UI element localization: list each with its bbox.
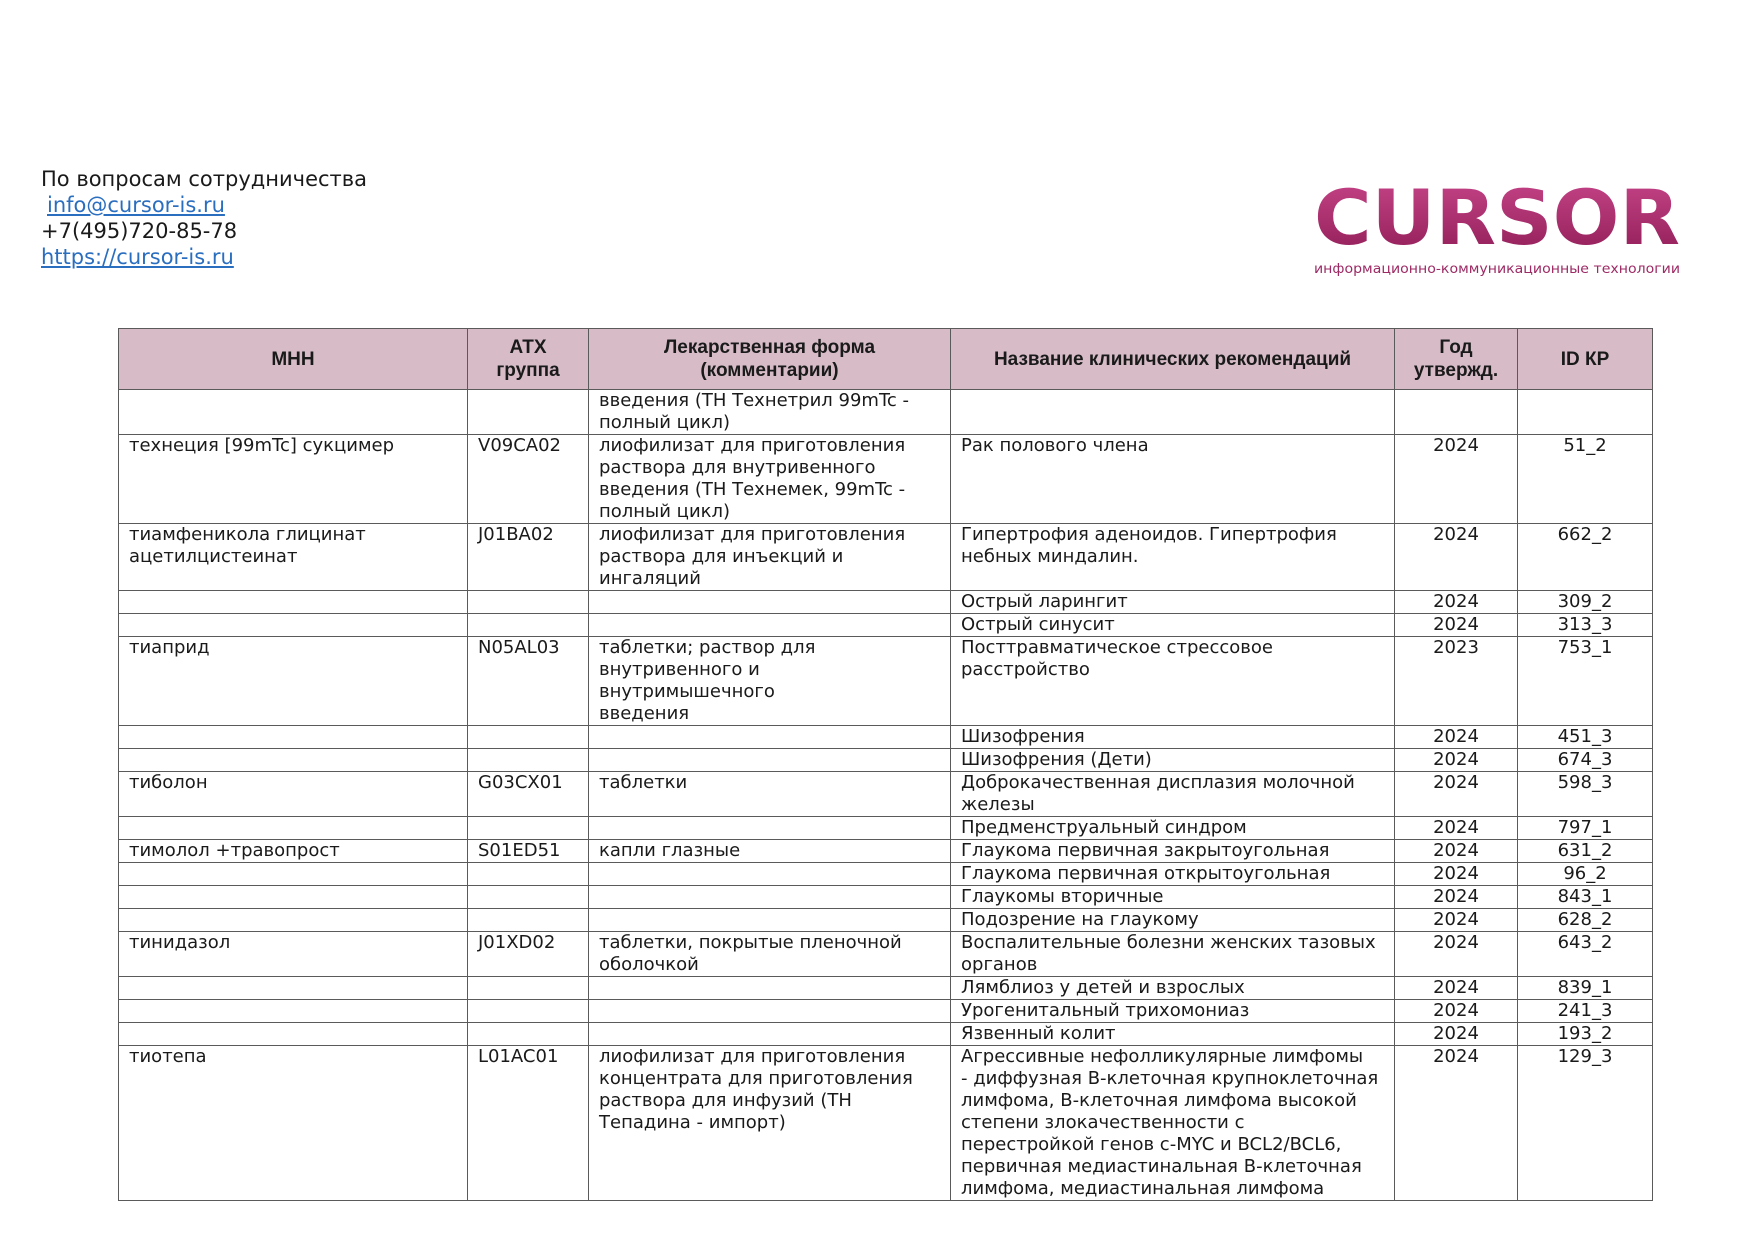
cell-recommendation-name: Глаукома первичная закрытоугольная — [951, 840, 1395, 863]
cell-id — [1518, 390, 1653, 435]
cell-dosage-form: таблетки; раствор для внутривенного и внутримышечного введения — [589, 637, 951, 726]
cell-dosage-form: капли глазные — [589, 840, 951, 863]
cell-id: 797_1 — [1518, 817, 1653, 840]
cell-id: 839_1 — [1518, 977, 1653, 1000]
cell-year: 2024 — [1395, 524, 1518, 591]
cell-id: 313_3 — [1518, 614, 1653, 637]
cell-year: 2024 — [1395, 886, 1518, 909]
cell-dosage-form — [589, 886, 951, 909]
cell-mnn: тимолол +травопрост — [119, 840, 468, 863]
cell-atx: S01ED51 — [468, 840, 589, 863]
cell-mnn: тинидазол — [119, 932, 468, 977]
cell-mnn — [119, 749, 468, 772]
header-id: ID КР — [1518, 329, 1653, 390]
table-row — [119, 863, 1653, 886]
cell-atx — [468, 909, 589, 932]
table-row — [119, 435, 1653, 524]
cell-dosage-form — [589, 1000, 951, 1023]
contact-block — [41, 166, 367, 270]
cell-mnn — [119, 591, 468, 614]
table-row — [119, 1023, 1653, 1046]
cell-atx — [468, 886, 589, 909]
cell-year: 2024 — [1395, 1023, 1518, 1046]
cell-atx: L01AC01 — [468, 1046, 589, 1201]
cell-mnn: тиамфеникола глицинат ацетилцистеинат — [119, 524, 468, 591]
cell-recommendation-name: Острый синусит — [951, 614, 1395, 637]
cell-dosage-form: введения (ТН Технетрил 99mTc - полный цикл) — [589, 390, 951, 435]
table-row — [119, 726, 1653, 749]
cell-mnn: тиаприд — [119, 637, 468, 726]
table-row — [119, 909, 1653, 932]
cell-atx — [468, 1000, 589, 1023]
cell-mnn — [119, 390, 468, 435]
cell-mnn — [119, 886, 468, 909]
cell-atx — [468, 749, 589, 772]
cell-atx — [468, 726, 589, 749]
cell-year: 2024 — [1395, 749, 1518, 772]
cell-mnn: технеция [99mTc] сукцимер — [119, 435, 468, 524]
cell-recommendation-name: Острый ларингит — [951, 591, 1395, 614]
cell-dosage-form — [589, 614, 951, 637]
cell-year — [1395, 390, 1518, 435]
cell-recommendation-name: Шизофрения (Дети) — [951, 749, 1395, 772]
cell-id: 643_2 — [1518, 932, 1653, 977]
table-row — [119, 390, 1653, 435]
cell-recommendation-name: Рак полового члена — [951, 435, 1395, 524]
cell-mnn: тиболон — [119, 772, 468, 817]
cell-mnn — [119, 863, 468, 886]
header-recommendation-name: Название клинических рекомендаций — [951, 329, 1395, 390]
cell-mnn — [119, 977, 468, 1000]
cell-recommendation-name: Гипертрофия аденоидов. Гипертрофия небных миндалин. — [951, 524, 1395, 591]
cell-atx: J01XD02 — [468, 932, 589, 977]
cell-atx — [468, 863, 589, 886]
cell-atx: G03CX01 — [468, 772, 589, 817]
cell-mnn — [119, 909, 468, 932]
table-row — [119, 1000, 1653, 1023]
table-row — [119, 840, 1653, 863]
cell-mnn: тиотепа — [119, 1046, 468, 1201]
header-mnn: МНН — [119, 329, 468, 390]
cell-id: 662_2 — [1518, 524, 1653, 591]
table-row — [119, 591, 1653, 614]
cell-year: 2024 — [1395, 977, 1518, 1000]
cell-id: 51_2 — [1518, 435, 1653, 524]
table-header-row — [119, 329, 1653, 390]
cell-recommendation-name: Посттравматическое стрессовое расстройство — [951, 637, 1395, 726]
cell-atx: J01BA02 — [468, 524, 589, 591]
cell-dosage-form: лиофилизат для приготовления раствора для инъекций и ингаляций — [589, 524, 951, 591]
header-atx-group: АТХ группа — [468, 329, 589, 390]
cell-year: 2024 — [1395, 1000, 1518, 1023]
header-dosage-form: Лекарственная форма (комментарии) — [589, 329, 951, 390]
cell-year: 2024 — [1395, 932, 1518, 977]
cell-id: 598_3 — [1518, 772, 1653, 817]
cell-recommendation-name: Урогенитальный трихомониаз — [951, 1000, 1395, 1023]
cell-year: 2024 — [1395, 840, 1518, 863]
cell-recommendation-name: Предменструальный синдром — [951, 817, 1395, 840]
cell-dosage-form — [589, 1023, 951, 1046]
cell-atx — [468, 977, 589, 1000]
cell-dosage-form — [589, 726, 951, 749]
cell-dosage-form: лиофилизат для приготовления раствора для внутривенного введения (ТН Технемек, 99mTc - полный цикл) — [589, 435, 951, 524]
cell-dosage-form — [589, 749, 951, 772]
cell-year: 2024 — [1395, 817, 1518, 840]
cell-year: 2024 — [1395, 772, 1518, 817]
cell-dosage-form — [589, 591, 951, 614]
cell-id: 96_2 — [1518, 863, 1653, 886]
cell-dosage-form — [589, 863, 951, 886]
cell-id: 241_3 — [1518, 1000, 1653, 1023]
cell-recommendation-name: Глаукома первичная открытоугольная — [951, 863, 1395, 886]
cell-dosage-form — [589, 817, 951, 840]
table-row — [119, 772, 1653, 817]
table-row — [119, 614, 1653, 637]
cell-recommendation-name — [951, 390, 1395, 435]
cell-id: 631_2 — [1518, 840, 1653, 863]
clinical-recommendations-table — [118, 328, 1653, 1201]
cell-id: 309_2 — [1518, 591, 1653, 614]
cell-year: 2024 — [1395, 435, 1518, 524]
cell-recommendation-name: Подозрение на глаукому — [951, 909, 1395, 932]
cell-mnn — [119, 817, 468, 840]
cursor-logo — [1312, 180, 1684, 284]
cell-recommendation-name: Доброкачественная дисплазия молочной железы — [951, 772, 1395, 817]
cell-atx — [468, 591, 589, 614]
cell-recommendation-name: Лямблиоз у детей и взрослых — [951, 977, 1395, 1000]
cell-id: 843_1 — [1518, 886, 1653, 909]
cell-mnn — [119, 726, 468, 749]
cell-atx — [468, 817, 589, 840]
cell-mnn — [119, 1000, 468, 1023]
table-row — [119, 817, 1653, 840]
cell-id: 674_3 — [1518, 749, 1653, 772]
table-row — [119, 977, 1653, 1000]
cell-year: 2024 — [1395, 1046, 1518, 1201]
cell-id: 628_2 — [1518, 909, 1653, 932]
cell-recommendation-name: Язвенный колит — [951, 1023, 1395, 1046]
table-row — [119, 1046, 1653, 1201]
cell-dosage-form: таблетки — [589, 772, 951, 817]
cell-year: 2024 — [1395, 591, 1518, 614]
header-year: Год утвержд. — [1395, 329, 1518, 390]
cell-dosage-form: таблетки, покрытые пленочной оболочкой — [589, 932, 951, 977]
cell-atx — [468, 1023, 589, 1046]
cell-recommendation-name: Шизофрения — [951, 726, 1395, 749]
cell-dosage-form — [589, 909, 951, 932]
table-row — [119, 932, 1653, 977]
cell-mnn — [119, 1023, 468, 1046]
phone-number: +7(495)720-85-78 — [41, 219, 238, 243]
logo-tagline: информационно-коммуникационные технологии — [1314, 261, 1680, 277]
cell-id: 753_1 — [1518, 637, 1653, 726]
table-row — [119, 637, 1653, 726]
cell-atx: V09CA02 — [468, 435, 589, 524]
cell-atx: N05AL03 — [468, 637, 589, 726]
cell-recommendation-name: Глаукомы вторичные — [951, 886, 1395, 909]
table-row — [119, 524, 1653, 591]
cell-year: 2024 — [1395, 726, 1518, 749]
website-link[interactable]: https://cursor-is.ru — [41, 245, 234, 269]
contact-heading: По вопросам сотрудничества — [41, 167, 368, 191]
email-link[interactable]: info@cursor-is.ru — [47, 193, 225, 217]
cell-year: 2024 — [1395, 614, 1518, 637]
table-row — [119, 749, 1653, 772]
cell-dosage-form: лиофилизат для приготовления концентрата для приготовления раствора для инфузий (ТН Тепадина - импорт) — [589, 1046, 951, 1201]
cell-id: 451_3 — [1518, 726, 1653, 749]
cell-atx — [468, 614, 589, 637]
cell-id: 129_3 — [1518, 1046, 1653, 1201]
cell-id: 193_2 — [1518, 1023, 1653, 1046]
cell-recommendation-name: Воспалительные болезни женских тазовых органов — [951, 932, 1395, 977]
cell-year: 2024 — [1395, 863, 1518, 886]
cell-year: 2024 — [1395, 909, 1518, 932]
cell-dosage-form — [589, 977, 951, 1000]
logo-wordmark: CURSOR — [1314, 180, 1680, 262]
cell-mnn — [119, 614, 468, 637]
table-row — [119, 886, 1653, 909]
cell-atx — [468, 390, 589, 435]
cell-recommendation-name: Агрессивные нефолликулярные лимфомы - диффузная В-клеточная крупноклеточная лимфома, В-клеточная лимфома высокой степени злокачественности с перестройкой генов c-MYC и BCL2/BCL6, первичная медиастинальная В-клеточная лимфома, медиастинальная лимфома — [951, 1046, 1395, 1201]
cell-year: 2023 — [1395, 637, 1518, 726]
